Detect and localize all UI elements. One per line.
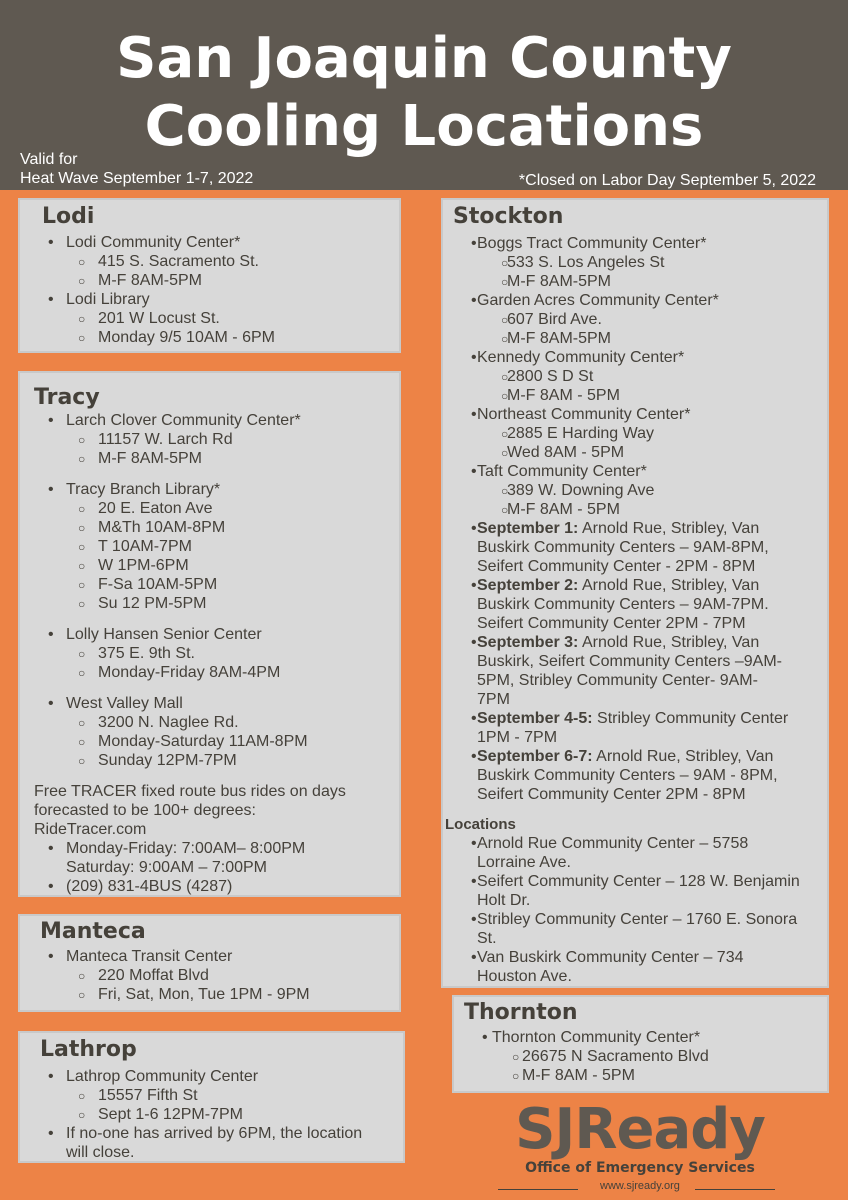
stockton-panel xyxy=(441,198,829,988)
list-item: • West Valley Mall xyxy=(20,694,399,713)
lodi-heading: Lodi xyxy=(42,204,95,229)
list-item-detail: ○ Monday-Friday 8AM-4PM xyxy=(20,663,399,682)
list-item-detail: ○ T 10AM-7PM xyxy=(20,537,399,556)
list-item-detail: ○ 375 E. 9th St. xyxy=(20,644,399,663)
lathrop-heading: Lathrop xyxy=(40,1037,137,1062)
tracy-panel xyxy=(18,371,401,897)
list-item-detail: ○ Su 12 PM-5PM xyxy=(20,594,399,613)
list-item-detail: ○ 20 E. Eaton Ave xyxy=(20,499,399,518)
logo-wordmark: SJReady xyxy=(515,1097,765,1162)
list-item-detail: ○ 220 Moffat Blvd xyxy=(20,966,399,985)
validity-note xyxy=(20,150,253,188)
list-item-detail: ○ Monday 9/5 10AM - 6PM xyxy=(20,328,399,347)
header-banner xyxy=(0,0,848,190)
tracer-note-line1: Free TRACER fixed route bus rides on days xyxy=(34,783,346,800)
schedule-text: Stribley Community Center xyxy=(592,710,789,727)
schedule-date: September 6-7: xyxy=(477,748,593,765)
schedule-date: September 3: xyxy=(477,634,579,651)
list-item-detail: ○ Fri, Sat, Mon, Tue 1PM - 9PM xyxy=(20,985,399,1004)
schedule-text: Seifert Community Center - 2PM - 8PM xyxy=(477,558,756,575)
lodi-panel xyxy=(18,198,401,353)
logo-url: www.sjready.org xyxy=(600,1180,680,1192)
tracer-link: RideTracer.com xyxy=(34,821,147,838)
schedule-text: 7PM xyxy=(477,691,510,708)
list-item-detail: ○ Monday-Saturday 11AM-8PM xyxy=(20,732,399,751)
list-item: • Arnold Rue Community Center – 5758 Lorraine Ave. xyxy=(443,834,827,872)
list-item: • Manteca Transit Center xyxy=(20,947,399,966)
schedule-item-sep6-7 xyxy=(443,747,827,804)
tracer-phone: • (209) 831-4BUS (4287) xyxy=(20,877,399,896)
schedule-text: Arnold Rue, Stribley, Van xyxy=(592,748,774,765)
validity-line1: Valid for xyxy=(20,151,78,168)
tracy-list xyxy=(20,411,399,468)
schedule-text: Buskirk Community Centers – 9AM - 8PM, xyxy=(477,767,778,784)
schedule-item-sep3 xyxy=(443,633,827,709)
schedule-text: Buskirk Community Centers – 9AM-7PM. xyxy=(477,596,769,613)
list-item: • Van Buskirk Community Center – 734 Houston Ave. xyxy=(443,948,827,986)
schedule-text: Arnold Rue, Stribley, Van xyxy=(578,634,760,651)
manteca-heading: Manteca xyxy=(40,919,146,944)
list-item-detail: ○ Sunday 12PM-7PM xyxy=(20,751,399,770)
list-item-detail: ○ Sept 1-6 12PM-7PM xyxy=(20,1105,403,1124)
schedule-item-sep4-5 xyxy=(443,709,827,747)
list-item-detail: ○ W 1PM-6PM xyxy=(20,556,399,575)
list-item: • Lolly Hansen Senior Center xyxy=(20,625,399,644)
schedule-text: Seifert Community Center 2PM - 8PM xyxy=(477,786,746,803)
schedule-text: Seifert Community Center 2PM - 7PM xyxy=(477,615,746,632)
list-item-detail: ○ 2800 S D St xyxy=(443,367,827,386)
list-item: • Seifert Community Center – 128 W. Benjamin Holt Dr. xyxy=(443,872,827,910)
list-item-detail: ○ 3200 N. Naglee Rd. xyxy=(20,713,399,732)
list-item-detail: ○ M-F 8AM-5PM xyxy=(443,272,827,291)
lathrop-note-line1: • If no-one has arrived by 6PM, the location xyxy=(20,1124,403,1143)
list-item-detail: ○ M-F 8AM - 5PM xyxy=(443,386,827,405)
manteca-panel xyxy=(18,914,401,1012)
tracy-heading: Tracy xyxy=(34,385,100,410)
schedule-date: September 4-5: xyxy=(477,710,593,727)
thornton-heading: Thornton xyxy=(464,1000,578,1025)
list-item: • Tracy Branch Library* xyxy=(20,480,399,499)
list-item-detail: ○ 11157 W. Larch Rd xyxy=(20,430,399,449)
logo-rule-right xyxy=(695,1189,775,1190)
list-item: • Kennedy Community Center* xyxy=(443,348,827,367)
lodi-list xyxy=(20,233,399,347)
locations-list xyxy=(443,834,827,986)
list-item: • Lathrop Community Center xyxy=(20,1067,403,1086)
schedule-text: 5PM, Stribley Community Center- 9AM- xyxy=(477,672,758,689)
list-item-detail: ○ 201 W Locust St. xyxy=(20,309,399,328)
list-item: • Garden Acres Community Center* xyxy=(443,291,827,310)
schedule-text: Buskirk, Seifert Community Centers –9AM- xyxy=(477,653,782,670)
list-item: • Boggs Tract Community Center* xyxy=(443,234,827,253)
logo-rule-left xyxy=(498,1189,578,1190)
tracer-hours-saturday: Saturday: 9:00AM – 7:00PM xyxy=(66,859,267,876)
schedule-item-sep2 xyxy=(443,576,827,633)
list-item-detail: ○ M-F 8AM-5PM xyxy=(443,329,827,348)
list-item: • Lodi Library xyxy=(20,290,399,309)
stockton-heading: Stockton xyxy=(453,204,564,229)
schedule-text: Arnold Rue, Stribley, Van xyxy=(578,577,760,594)
list-item-detail: ○ 26675 N Sacramento Blvd xyxy=(454,1047,827,1066)
sjready-logo xyxy=(490,1097,790,1195)
list-item: • Taft Community Center* xyxy=(443,462,827,481)
list-item-detail: ○ M-F 8AM-5PM xyxy=(20,449,399,468)
tracer-note-line2: forecasted to be 100+ degrees: xyxy=(34,802,256,819)
list-item: • Lodi Community Center* xyxy=(20,233,399,252)
list-item: • Larch Clover Community Center* xyxy=(20,411,399,430)
schedule-text: 1PM - 7PM xyxy=(477,729,558,746)
page-title-line1: San Joaquin County xyxy=(116,26,732,91)
locations-heading: Locations xyxy=(445,816,516,833)
list-item-detail: ○ 415 S. Sacramento St. xyxy=(20,252,399,271)
thornton-panel xyxy=(452,995,829,1093)
labor-day-note: *Closed on Labor Day September 5, 2022 xyxy=(518,172,816,189)
logo-subtitle: Office of Emergency Services xyxy=(525,1160,755,1176)
schedule-item-sep1 xyxy=(443,519,827,576)
list-item-detail: ○ 15557 Fifth St xyxy=(20,1086,403,1105)
list-item-detail: ○ F-Sa 10AM-5PM xyxy=(20,575,399,594)
list-item: • Thornton Community Center* xyxy=(454,1028,827,1047)
schedule-date: September 1: xyxy=(477,520,579,537)
list-item: • Northeast Community Center* xyxy=(443,405,827,424)
stockton-schedule xyxy=(443,519,827,804)
list-item-detail: ○ M-F 8AM - 5PM xyxy=(443,500,827,519)
list-item-detail: ○ Wed 8AM - 5PM xyxy=(443,443,827,462)
list-item-detail: ○ M-F 8AM - 5PM xyxy=(454,1066,827,1085)
list-item-detail: ○ M-F 8AM-5PM xyxy=(20,271,399,290)
list-item: • Stribley Community Center – 1760 E. Sonora St. xyxy=(443,910,827,948)
tracer-hours-weekday: • Monday-Friday: 7:00AM– 8:00PM xyxy=(20,839,399,858)
schedule-text: Arnold Rue, Stribley, Van xyxy=(578,520,760,537)
lathrop-note-line2: will close. xyxy=(66,1144,135,1161)
list-item-detail: ○ 607 Bird Ave. xyxy=(443,310,827,329)
lathrop-panel xyxy=(18,1031,405,1163)
page-title-line2: Cooling Locations xyxy=(144,94,704,159)
list-item-detail: ○ 2885 E Harding Way xyxy=(443,424,827,443)
schedule-date: September 2: xyxy=(477,577,579,594)
schedule-text: Buskirk Community Centers – 9AM-8PM, xyxy=(477,539,769,556)
list-item-detail: ○ 533 S. Los Angeles St xyxy=(443,253,827,272)
list-item-detail: ○ 389 W. Downing Ave xyxy=(443,481,827,500)
validity-line2: Heat Wave September 1-7, 2022 xyxy=(20,170,254,187)
list-item-detail: ○ M&Th 10AM-8PM xyxy=(20,518,399,537)
